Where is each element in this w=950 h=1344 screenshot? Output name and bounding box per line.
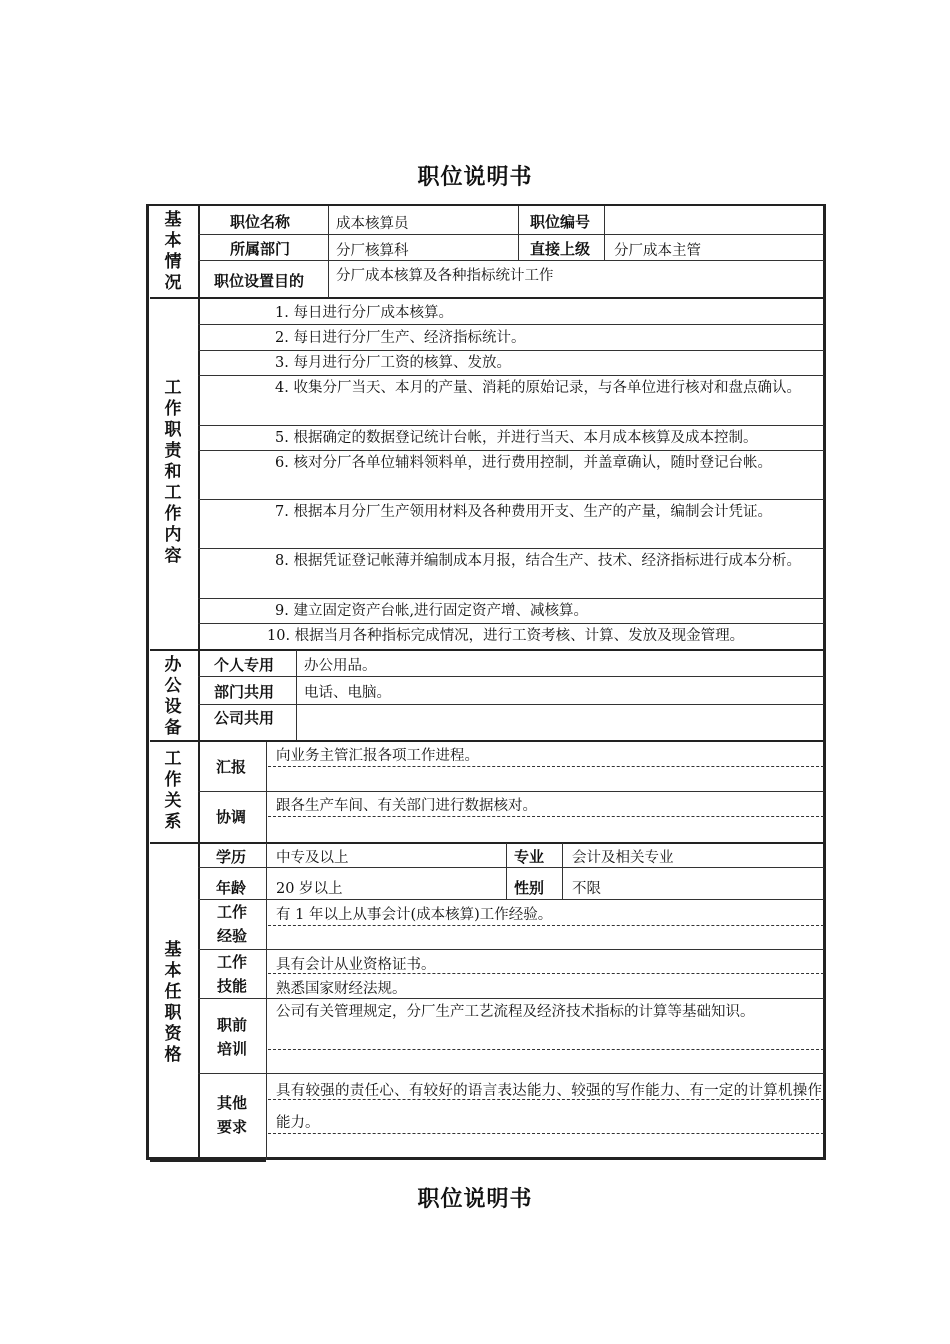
dashed-line <box>268 1049 824 1050</box>
age-value: 20 岁以上 <box>276 881 343 897</box>
gender-value: 不限 <box>572 881 601 897</box>
section-line <box>150 740 824 742</box>
duty-item: 10. 根据当月各种指标完成情况，进行工资考核、计算、发放及现金管理。 <box>267 628 745 644</box>
row-line <box>198 867 824 868</box>
row-line <box>198 704 824 705</box>
personal-label: 个人专用 <box>214 656 275 674</box>
gender-label: 性别 <box>514 879 545 897</box>
experience-value: 有 1 年以上从事会计(成本核算)工作经验。 <box>276 907 553 923</box>
report-value: 向业务主管汇报各项工作进程。 <box>276 748 479 764</box>
section-basic: 基本情况 <box>164 210 182 293</box>
training-value: 公司有关管理规定，分厂生产工艺流程及经济技术指标的计算等基础知识。 <box>276 1004 755 1020</box>
duty-item: 7. 根据本月分厂生产领用材料及各种费用开支、生产的产量，编制会计凭证。 <box>275 504 772 520</box>
row-line <box>198 1073 824 1074</box>
col-line <box>518 206 519 260</box>
other-value: 具有较强的责任心、有较好的语言表达能力、较强的写作能力、有一定的计算机操作能力。 <box>276 1083 822 1131</box>
section-qualifications: 基本任职资格 <box>164 940 182 1065</box>
duty-item: 9. 建立固定资产台帐,进行固定资产增、减核算。 <box>275 603 589 619</box>
supervisor-label: 直接上级 <box>530 240 591 258</box>
section-line <box>150 842 824 844</box>
section-duties: 工作职责和工作内容 <box>164 378 182 566</box>
section-line <box>150 297 824 299</box>
dept-label: 部门共用 <box>214 683 275 701</box>
duty-item: 1. 每日进行分厂成本核算。 <box>275 305 453 321</box>
department-value: 分厂核算科 <box>336 243 409 259</box>
duty-item: 4. 收集分厂当天、本月的产量、消耗的原始记录，与各单位进行核对和盘点确认。 <box>275 380 801 396</box>
col-line <box>266 742 267 842</box>
row-line <box>198 949 824 950</box>
major-value: 会计及相关专业 <box>572 850 674 866</box>
dashed-line <box>268 766 824 767</box>
col-line <box>506 843 507 899</box>
duty-item: 2. 每日进行分厂生产、经济指标统计。 <box>275 330 526 346</box>
position-name-label: 职位名称 <box>230 213 291 231</box>
duty-item: 6. 核对分厂各单位辅料领料单，进行费用控制，并盖章确认，随时登记台帐。 <box>275 455 772 471</box>
edu-value: 中专及以上 <box>276 850 349 866</box>
dept-value: 电话、电脑。 <box>304 685 391 701</box>
edu-label: 学历 <box>216 848 247 866</box>
section-line <box>150 1160 266 1162</box>
skill-label: 工作技能 <box>216 953 247 995</box>
skill-value-1: 具有会计从业资格证书。 <box>276 957 436 973</box>
major-label: 专业 <box>514 848 545 866</box>
purpose-label: 职位设置目的 <box>214 272 305 290</box>
position-no-label: 职位编号 <box>530 213 591 231</box>
personal-value: 办公用品。 <box>304 658 377 674</box>
col-line <box>266 843 267 1160</box>
purpose-value: 分厂成本核算及各种指标统计工作 <box>336 268 554 284</box>
col-line <box>296 650 297 740</box>
skill-value-2: 熟悉国家财经法规。 <box>276 981 407 997</box>
training-label: 职前培训 <box>216 1016 247 1058</box>
position-name-value: 成本核算员 <box>336 216 409 232</box>
dashed-line <box>268 816 824 817</box>
row-line <box>198 234 824 235</box>
dashed-line <box>268 925 824 926</box>
age-label: 年龄 <box>216 879 247 897</box>
experience-label: 工作经验 <box>216 903 247 945</box>
col-line <box>328 206 329 298</box>
duty-item: 8. 根据凭证登记帐薄并编制成本月报，结合生产、技术、经济指标进行成本分析。 <box>275 553 801 569</box>
company-label: 公司共用 <box>214 709 275 727</box>
page-title: 职位说明书 <box>417 165 533 190</box>
row-line <box>198 791 824 792</box>
row-line <box>198 260 824 261</box>
row-line <box>198 998 824 999</box>
section-equipment: 办公设备 <box>164 655 182 738</box>
section-line <box>150 649 824 651</box>
col-line <box>604 206 605 260</box>
duty-item: 3. 每月进行分厂工资的核算、发放。 <box>275 355 511 371</box>
supervisor-value: 分厂成本主管 <box>614 243 701 259</box>
page-title-next: 职位说明书 <box>417 1187 533 1212</box>
coord-value: 跟各生产车间、有关部门进行数据核对。 <box>276 798 537 814</box>
coord-label: 协调 <box>216 808 247 826</box>
row-line <box>198 899 824 900</box>
row-line <box>198 676 824 677</box>
duty-item: 5. 根据确定的数据登记统计台帐，并进行当天、本月成本核算及成本控制。 <box>275 430 758 446</box>
department-label: 所属部门 <box>230 240 291 258</box>
report-label: 汇报 <box>216 758 247 776</box>
other-label: 其他要求 <box>216 1094 247 1136</box>
col-line <box>562 843 563 899</box>
section-relations: 工作关系 <box>164 749 182 832</box>
